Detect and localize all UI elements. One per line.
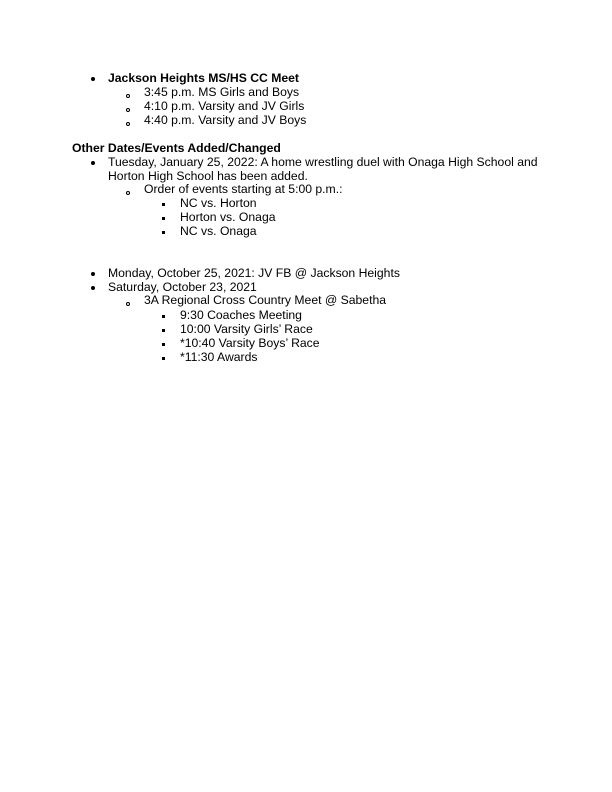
- order-of-events-label: Order of events starting at 5:00 p.m.:: [144, 182, 343, 196]
- circle-bullet-icon: [126, 94, 130, 98]
- schedule-item: *10:40 Varsity Boys’ Race: [180, 336, 320, 350]
- cc-meet-heading: Jackson Heights MS/HS CC Meet: [108, 71, 299, 85]
- circle-bullet-icon: [126, 122, 130, 126]
- schedule-item: *11:30 Awards: [180, 350, 258, 364]
- square-bullet-icon: [162, 217, 165, 220]
- wrestling-event-line2: Horton High School has been added.: [108, 169, 308, 183]
- schedule-item: 9:30 Coaches Meeting: [180, 308, 302, 322]
- square-bullet-icon: [162, 357, 165, 360]
- bullet-icon: [91, 286, 95, 290]
- square-bullet-icon: [162, 203, 165, 206]
- square-bullet-icon: [162, 329, 165, 332]
- circle-bullet-icon: [126, 108, 130, 112]
- square-bullet-icon: [162, 343, 165, 346]
- regional-date: Saturday, October 23, 2021: [108, 280, 257, 294]
- cc-meet-item: 4:40 p.m. Varsity and JV Boys: [144, 113, 307, 127]
- square-bullet-icon: [162, 231, 165, 234]
- jv-fb-event: Monday, October 25, 2021: JV FB @ Jackson Heights: [108, 266, 400, 280]
- bullet-icon: [91, 272, 95, 276]
- match-item: NC vs. Onaga: [180, 224, 257, 238]
- circle-bullet-icon: [126, 191, 130, 195]
- cc-meet-item: 4:10 p.m. Varsity and JV Girls: [144, 99, 305, 113]
- other-dates-heading: Other Dates/Events Added/Changed: [72, 141, 281, 155]
- bullet-icon: [91, 161, 95, 165]
- wrestling-event-line1: Tuesday, January 25, 2022: A home wrestling duel with Onaga High School and: [108, 155, 538, 169]
- bullet-icon: [91, 77, 95, 81]
- match-item: NC vs. Horton: [180, 196, 257, 210]
- regional-meet-title: 3A Regional Cross Country Meet @ Sabetha: [144, 293, 387, 307]
- square-bullet-icon: [162, 315, 165, 318]
- schedule-item: 10:00 Varsity Girls’ Race: [180, 322, 313, 336]
- cc-meet-item: 3:45 p.m. MS Girls and Boys: [144, 85, 300, 99]
- match-item: Horton vs. Onaga: [180, 210, 276, 224]
- circle-bullet-icon: [126, 302, 130, 306]
